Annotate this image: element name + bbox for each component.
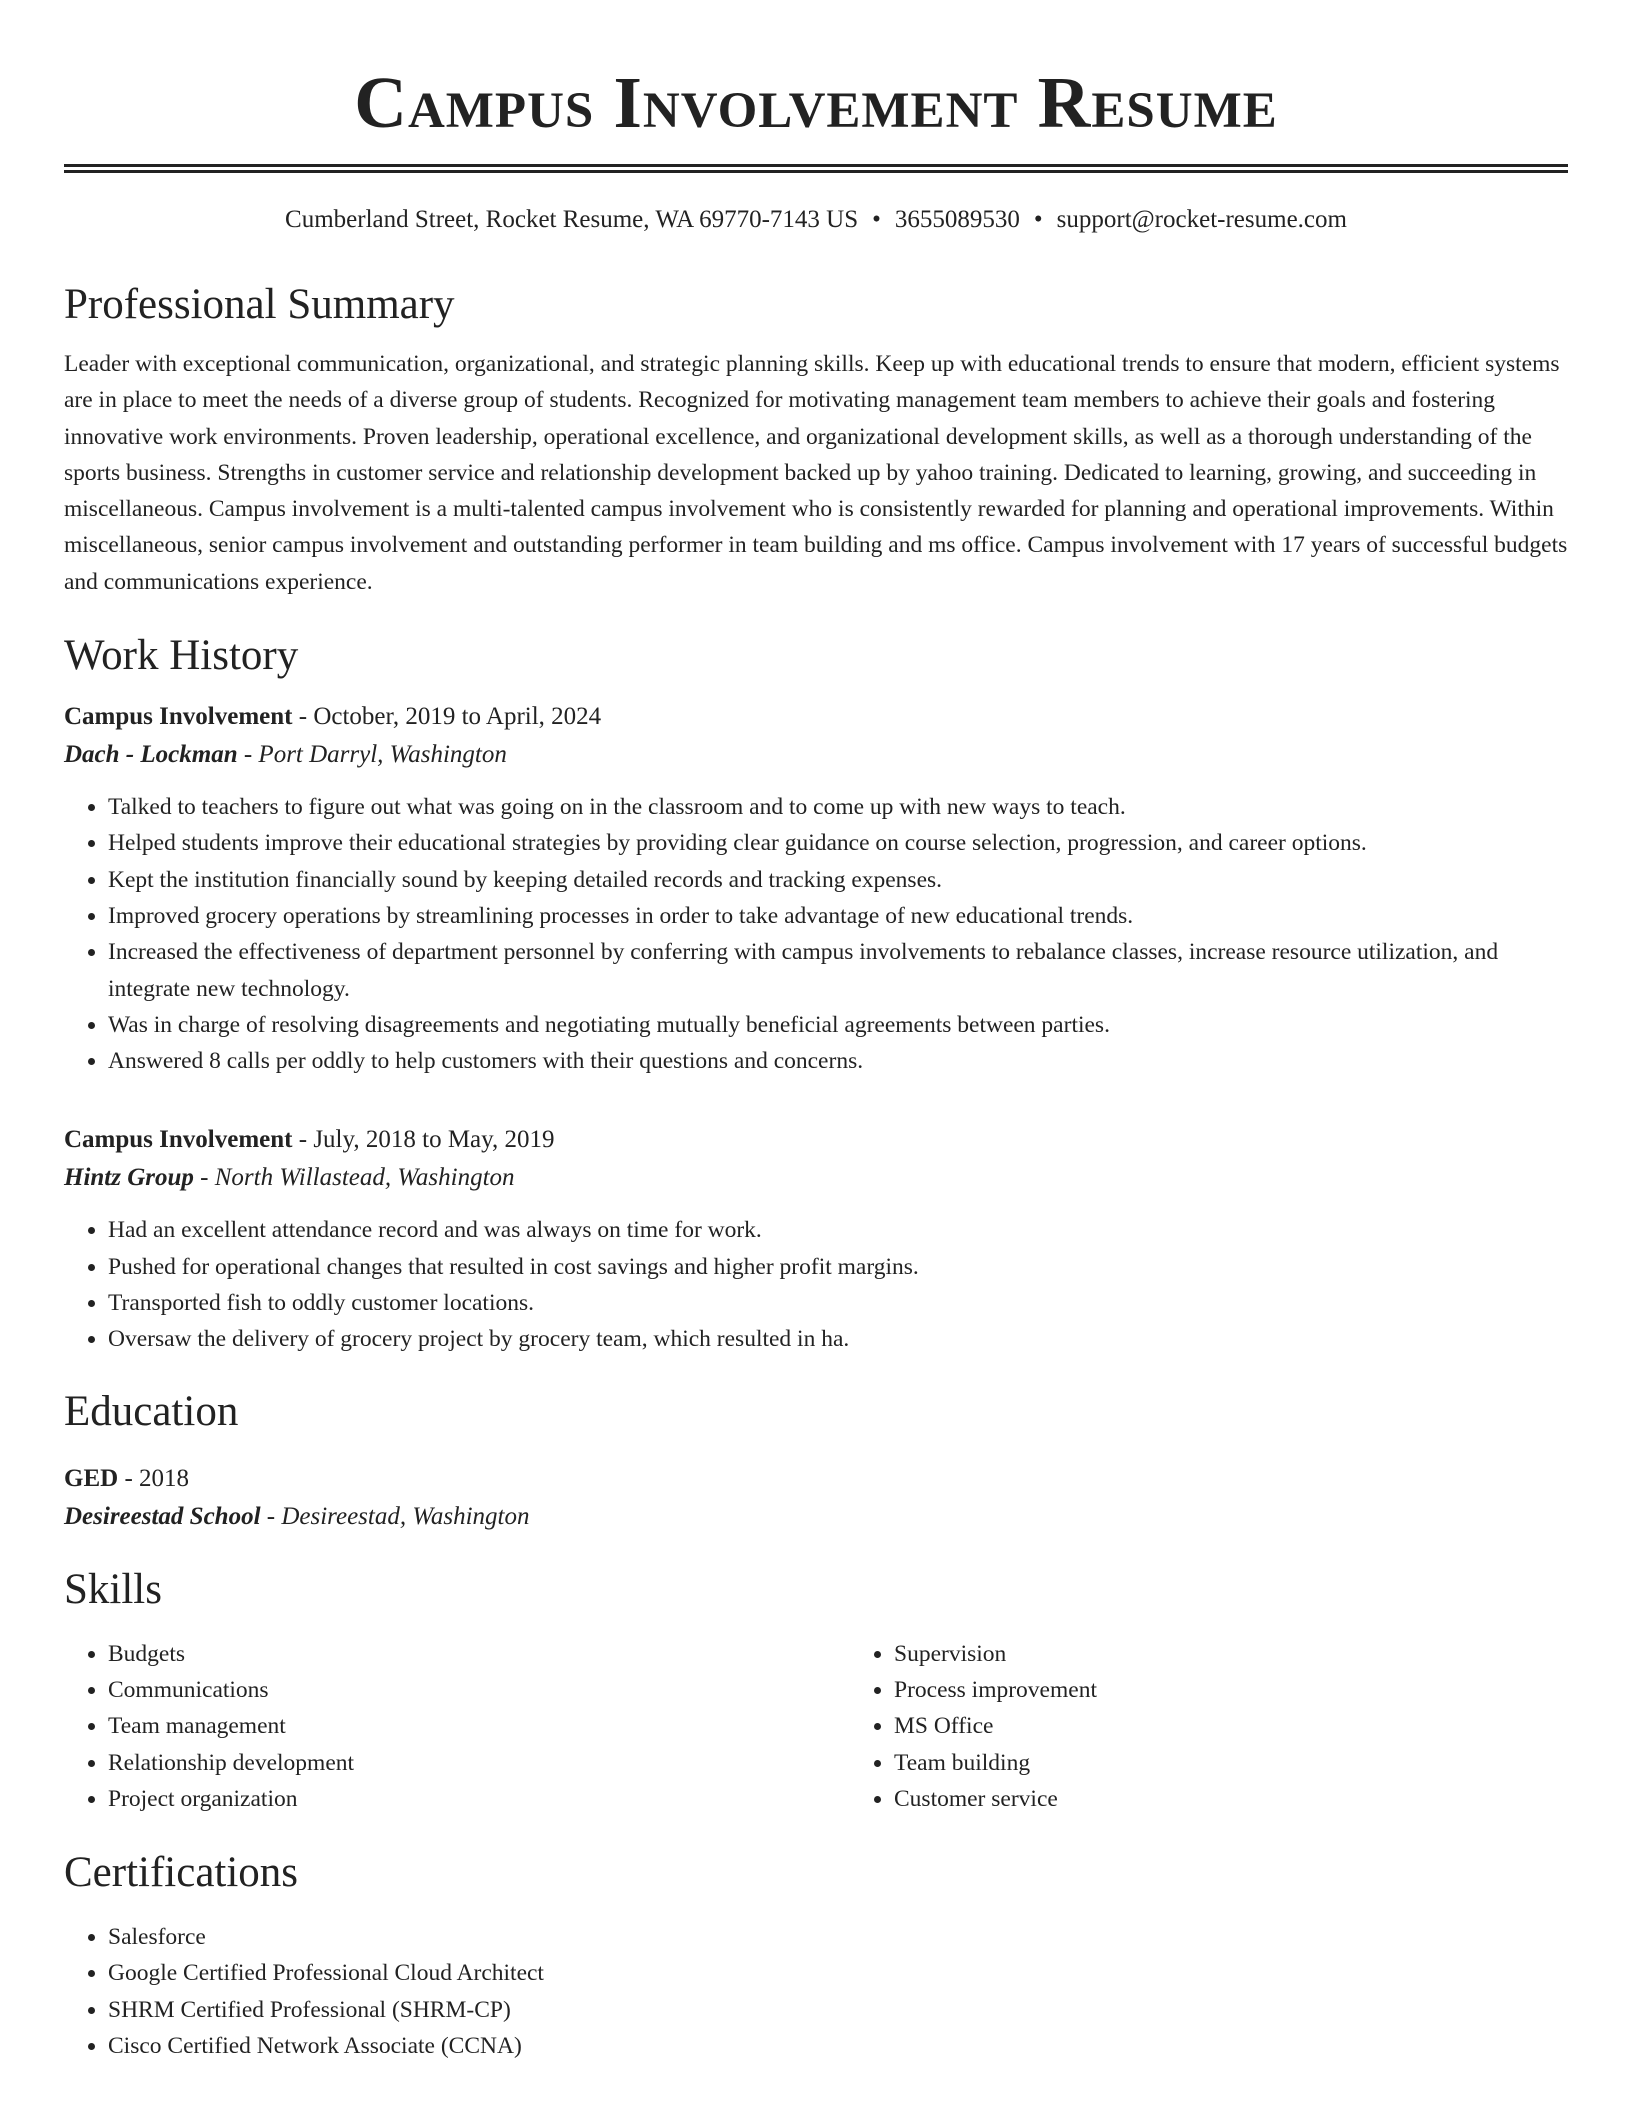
skill-item: • Team building [894,1745,1632,1781]
contact-email[interactable]: support@rocket-resume.com [1056,206,1347,233]
certifications-section [64,1845,1568,2064]
job-bullet: • Increased the effectiveness of department personnel by conferring with campus involvements to rebalance classes, increase resource utilization, and integrate new technology. [108,934,1568,1007]
certification-item: • Google Certified Professional Cloud Architect [108,1955,1568,1991]
skill-item: • Communications [108,1672,850,1708]
job-bullet: • Answered 8 calls per oddly to help customers with their questions and concerns. [108,1043,1568,1079]
job-bullet: • Helped students improve their educational strategies by providing clear guidance on course selection, progression, and career options. [108,825,1568,861]
job-bullet: • Improved grocery operations by streamlining processes in order to take advantage of new educational trends. [108,898,1568,934]
job-bullet: • Kept the institution financially sound by keeping detailed records and tracking expenses. [108,862,1568,898]
job-dates: - July, 2018 to May, 2019 [292,1126,555,1154]
job-entry [64,1121,1568,1357]
company-location: - North Willastead, Washington [193,1164,515,1192]
skill-item: • Budgets [108,1636,850,1672]
work-history-section [64,628,1568,1358]
contact-separator: • [872,206,881,233]
graduation-year: - 2018 [118,1464,190,1492]
certification-item: • Salesforce [108,1919,1568,1955]
company-name: Dach - Lockman [64,741,238,769]
job-dates: - October, 2019 to April, 2024 [292,703,602,731]
job-bullet: • Talked to teachers to figure out what was going on in the classroom and to come up with new ways to teach. [108,789,1568,825]
job-header [64,698,1568,736]
degree: GED [64,1464,119,1492]
skills-columns [64,1636,1568,1817]
job-bullets [64,789,1568,1079]
skill-item: • Project organization [108,1781,850,1817]
contact-separator: • [1033,206,1043,233]
certification-item: • Cisco Certified Network Associate (CCNA) [108,2028,1568,2064]
summary-text: Leader with exceptional communication, organizational, and strategic planning skills. Keep up with educational trends to ensure that modern, efficient systems are in place to meet the needs of a diverse group of students. Recognized for motivating management team members to achieve their goals and fostering innovative work environments. Proven leadership, operational excellence, and organizational development skills, as well as a thorough understanding of the sports business. Strengths in customer service and relationship development backed up by yahoo training. Dedicated to learning, growing, and succeeding in miscellaneous. Campus involvement is a multi-talented campus involvement who is consistently rewarded for planning and operational improvements. Within miscellaneous, senior campus involvement and outstanding performer in team building and ms office. Campus involvement with 17 years of successful budgets and communications experience. [64,351,1568,595]
job-title: Campus Involvement [64,1126,293,1154]
job-header [64,1121,1568,1159]
resume-name: Campus Involvement Resume [354,62,1278,143]
company-name: Hintz Group [64,1164,194,1192]
header-divider [64,164,1568,173]
skill-item: • Supervision [894,1636,1632,1672]
job-bullet: • Was in charge of resolving disagreements and negotiating mutually beneficial agreements between parties. [108,1007,1568,1043]
education-entry [64,1460,1568,1536]
certification-item: • SHRM Certified Professional (SHRM-CP) [108,1992,1568,2028]
section-title-summary: Professional Summary [64,281,455,328]
job-entry [64,698,1568,1079]
school-location: - Desireestad, Washington [260,1502,530,1530]
job-bullet: • Transported fish to oddly customer locations. [108,1285,1568,1321]
certifications-list [64,1919,1568,2064]
job-title: Campus Involvement [64,703,293,731]
education-header [64,1460,1568,1498]
summary-section [64,277,1568,600]
skill-item: • Process improvement [894,1672,1632,1708]
section-title-certifications: Certifications [64,1849,299,1897]
company-line [64,1159,1568,1197]
company-location: - Port Darryl, Washington [237,741,507,769]
skills-section [64,1562,1568,1817]
section-title-education: Education [64,1387,239,1435]
contact-phone[interactable]: 3655089530 [894,206,1020,233]
skill-item: • MS Office [894,1708,1632,1744]
contact-line [64,203,1568,237]
school-line [64,1498,1568,1536]
job-bullet: • Oversaw the delivery of grocery project by grocery team, which resulted in ha. [108,1321,1568,1357]
skill-item: • Team management [108,1708,850,1744]
education-section [64,1384,1568,1536]
skill-item: • Customer service [894,1781,1632,1817]
section-title-work-history: Work History [64,632,299,680]
contact-address: Cumberland Street, Rocket Resume, WA 69770-7143 US [285,206,859,233]
skill-item: • Relationship development [108,1745,850,1781]
company-line [64,736,1568,774]
school-name: Desireestad School [64,1502,261,1530]
section-title-skills: Skills [64,1565,162,1613]
job-bullets [64,1212,1568,1357]
job-bullet: • Pushed for operational changes that resulted in cost savings and higher profit margins. [108,1249,1568,1285]
skills-list-left [64,1636,850,1817]
skills-list-right [850,1636,1632,1817]
job-bullet: • Had an excellent attendance record and was always on time for work. [108,1212,1568,1248]
